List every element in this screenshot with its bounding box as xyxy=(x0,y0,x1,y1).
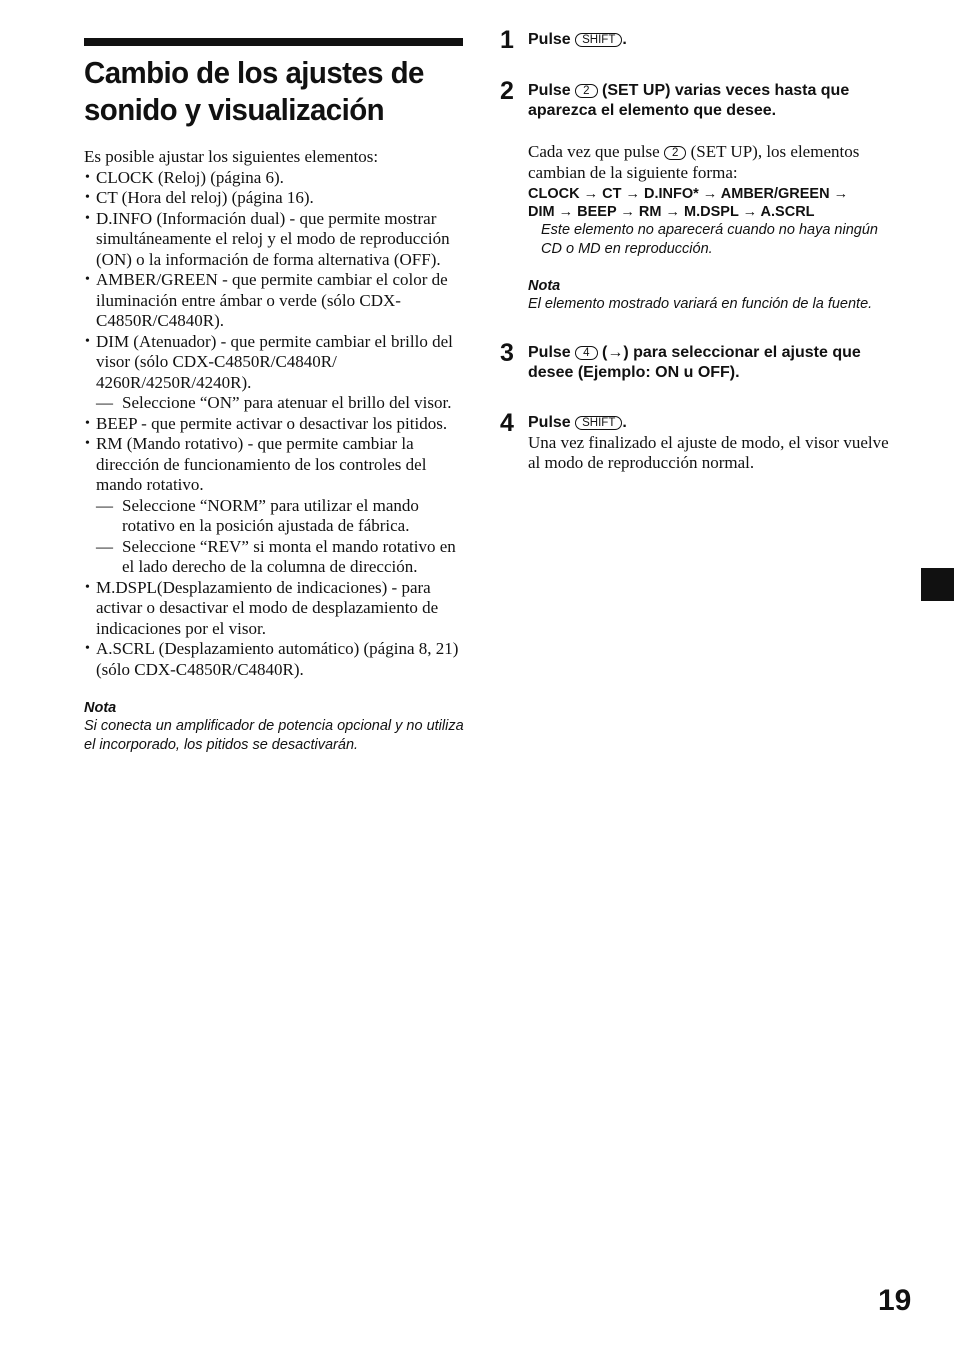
note-text: Si conecta un amplificador de potencia opcional y no utiliza el incorporado, los pitidos se desactivarán. xyxy=(84,718,464,753)
sequence-line: DIM → BEEP → RM → M.DSPL → A.SCRL xyxy=(528,203,815,220)
step-2 xyxy=(500,77,890,314)
step-3 xyxy=(500,338,890,383)
step-body-text: Cada vez que pulse xyxy=(528,142,660,161)
step-text: Pulse xyxy=(528,413,571,431)
list-item-text: CT (Hora del reloj) (página 16). xyxy=(96,188,314,207)
list-item-text: RM (Mando rotativo) - que permite cambiar la dirección de funcionamiento de los controles del mando rotativo. xyxy=(96,434,427,494)
list-item-text: A.SCRL (Desplazamiento automático) (página 8, 21) (sólo CDX-C4850R/C4840R). xyxy=(96,639,459,679)
sub-item: — Seleccione “ON” para atenuar el brillo del visor. xyxy=(96,393,464,414)
intro-text: Es posible ajustar los siguientes elementos: xyxy=(84,147,379,166)
shift-key-icon: SHIFT xyxy=(575,416,622,430)
shift-key-icon: SHIFT xyxy=(575,33,622,47)
sub-item: — Seleccione “REV” si monta el mando rotativo en el lado derecho de la columna de dirección. xyxy=(96,537,464,578)
step-heading xyxy=(528,343,890,383)
settings-list xyxy=(84,168,464,681)
note-text: El elemento mostrado variará en función de la fuente. xyxy=(528,296,873,312)
list-item xyxy=(84,639,464,680)
page-number: 19 xyxy=(878,1284,912,1317)
sequence-line: CLOCK → CT → D.INFO* → AMBER/GREEN → xyxy=(528,186,849,202)
list-item xyxy=(84,188,464,209)
step-text: Pulse xyxy=(528,82,571,99)
step-1 xyxy=(500,26,890,54)
sub-item: — Seleccione “NORM” para utilizar el mando rotativo en la posición ajustada de fábrica. xyxy=(96,496,464,537)
key-2-icon: 2 xyxy=(664,146,686,160)
list-item-text: DIM (Atenuador) - que permite cambiar el brillo del visor (sólo CDX-C4850R/C4840R/ 4260R/4250R/4240R). xyxy=(96,331,453,392)
key-4-icon: 4 xyxy=(575,346,597,360)
list-item xyxy=(84,270,464,332)
note-label: Nota xyxy=(84,700,117,716)
step-number: 4 xyxy=(500,408,514,437)
section-tab-marker xyxy=(921,568,954,601)
step-body: Una vez finalizado el ajuste de modo, el visor vuelve al modo de reproducción normal. xyxy=(528,432,889,472)
step-number: 2 xyxy=(500,77,514,105)
list-item xyxy=(84,209,464,271)
note-label: Nota xyxy=(528,278,561,294)
sequence-footnote: Este elemento no aparecerá cuando no haya ningún CD o MD en reproducción. xyxy=(541,222,878,257)
right-column xyxy=(500,26,890,474)
step-note xyxy=(528,277,890,314)
step-number: 1 xyxy=(500,26,514,54)
list-item-text: D.INFO (Información dual) - que permite mostrar simultáneamente el reloj y el modo de reproducción (ON) o la información de forma alternativa (OFF). xyxy=(96,208,450,269)
item-sequence xyxy=(528,186,890,221)
list-item xyxy=(84,414,464,435)
step-text: . xyxy=(622,413,627,431)
list-item xyxy=(84,578,464,640)
list-item-text: M.DSPL(Desplazamiento de indicaciones) - para activar o desactivar el modo de desplazamiento de indicaciones por el visor. xyxy=(96,577,439,638)
list-item-text: BEEP - que permite activar o desactivar los pitidos. xyxy=(96,413,448,433)
step-text: Pulse xyxy=(528,31,571,48)
list-item-text: CLOCK (Reloj) (página 6). xyxy=(96,167,284,187)
step-heading xyxy=(528,30,890,50)
step-body-text: (SET UP), los elementos cambian de la siguiente forma: xyxy=(528,142,860,182)
step-text: Pulse xyxy=(528,343,571,361)
step-heading xyxy=(528,81,890,121)
title-rule xyxy=(84,38,463,46)
list-item xyxy=(84,332,464,414)
step-4 xyxy=(500,408,890,474)
step-text: (→) para seleccionar el ajuste que desee (Ejemplo: ON u OFF). xyxy=(528,343,861,381)
step-text: . xyxy=(622,31,627,48)
step-heading xyxy=(528,413,890,433)
left-note xyxy=(84,699,464,754)
page-title: Cambio de los ajustes de sonido y visualización xyxy=(84,55,424,127)
list-item xyxy=(84,168,464,189)
step-text: (SET UP) varias veces hasta que aparezca el elemento que desee. xyxy=(528,82,850,119)
key-2-icon: 2 xyxy=(575,84,597,98)
list-item-text: AMBER/GREEN - que permite cambiar el color de iluminación entre ámbar o verde (sólo CDX-C4850R/C4840R). xyxy=(96,270,448,330)
list-item xyxy=(84,434,464,578)
step-number: 3 xyxy=(500,338,514,367)
left-column xyxy=(84,38,464,754)
step-body xyxy=(528,142,890,183)
